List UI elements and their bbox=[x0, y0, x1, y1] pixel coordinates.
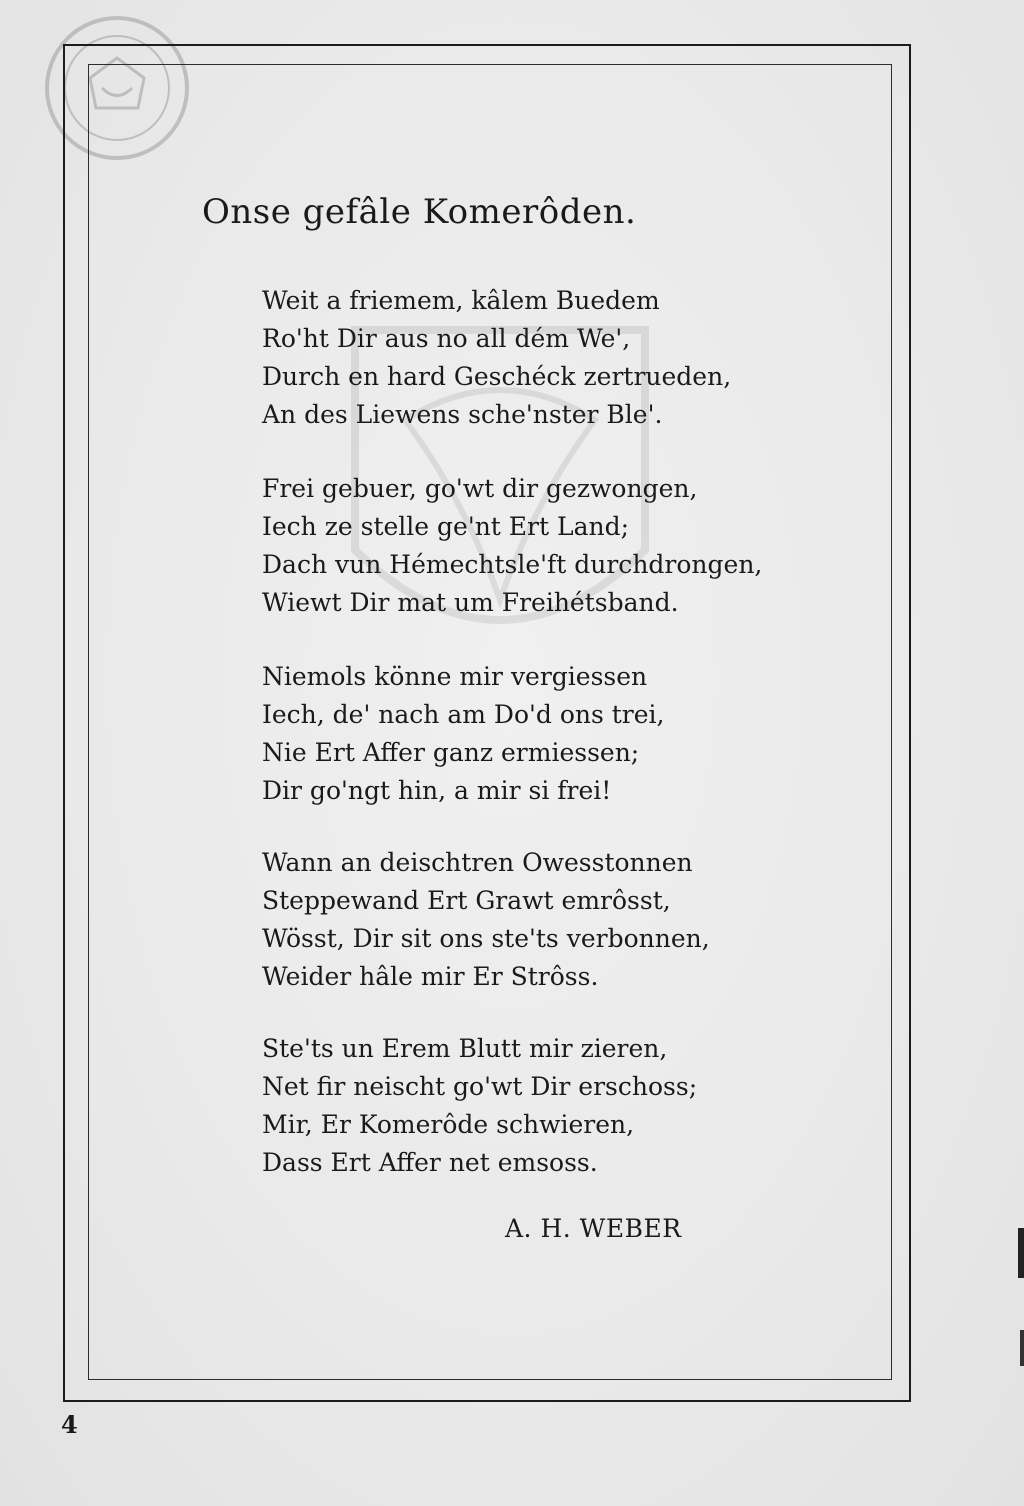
poem-line: Ste'ts un Erem Blutt mir zieren, bbox=[262, 1034, 668, 1063]
stanza-3 bbox=[262, 658, 664, 810]
poem-title: Onse gefâle Komerôden. bbox=[202, 192, 637, 232]
poem-line: Steppewand Ert Grawt emrôsst, bbox=[262, 886, 671, 915]
author-signature: A. H. WEBER bbox=[505, 1214, 682, 1243]
poem-line: Frei gebuer, go'wt dir gezwongen, bbox=[262, 474, 698, 503]
scan-edge-mark bbox=[1020, 1330, 1024, 1366]
scan-edge-mark bbox=[1018, 1228, 1024, 1278]
poem-line: Wann an deischtren Owesstonnen bbox=[262, 848, 693, 877]
poem-line: Wiewt Dir mat um Freihétsband. bbox=[262, 588, 679, 617]
poem-line: Weider hâle mir Er Strôss. bbox=[262, 962, 599, 991]
stanza-4 bbox=[262, 844, 710, 996]
poem-line: Niemols könne mir vergiessen bbox=[262, 662, 648, 691]
poem-line: Weit a friemem, kâlem Buedem bbox=[262, 286, 660, 315]
poem-line: Dir go'ngt hin, a mir si frei! bbox=[262, 776, 612, 805]
poem-line: Dass Ert Affer net emsoss. bbox=[262, 1148, 598, 1177]
poem-line: Iech ze stelle ge'nt Ert Land; bbox=[262, 512, 630, 541]
poem-line: Nie Ert Affer ganz ermiessen; bbox=[262, 738, 640, 767]
poem-line: Dach vun Hémechtsle'ft durchdrongen, bbox=[262, 550, 763, 579]
stanza-1 bbox=[262, 282, 731, 434]
stanza-2 bbox=[262, 470, 762, 622]
poem-line: Iech, de' nach am Do'd ons trei, bbox=[262, 700, 665, 729]
poem-line: Wösst, Dir sit ons ste'ts verbonnen, bbox=[262, 924, 710, 953]
poem-line: Mir, Er Komerôde schwieren, bbox=[262, 1110, 635, 1139]
poem-line: Net fir neischt go'wt Dir erschoss; bbox=[262, 1072, 698, 1101]
stanza-5 bbox=[262, 1030, 697, 1182]
poem-line: Durch en hard Geschéck zertrueden, bbox=[262, 362, 732, 391]
poem-line: Ro'ht Dir aus no all dém We', bbox=[262, 324, 631, 353]
page-number: 4 bbox=[61, 1410, 78, 1439]
poem-line: An des Liewens sche'nster Ble'. bbox=[262, 400, 663, 429]
